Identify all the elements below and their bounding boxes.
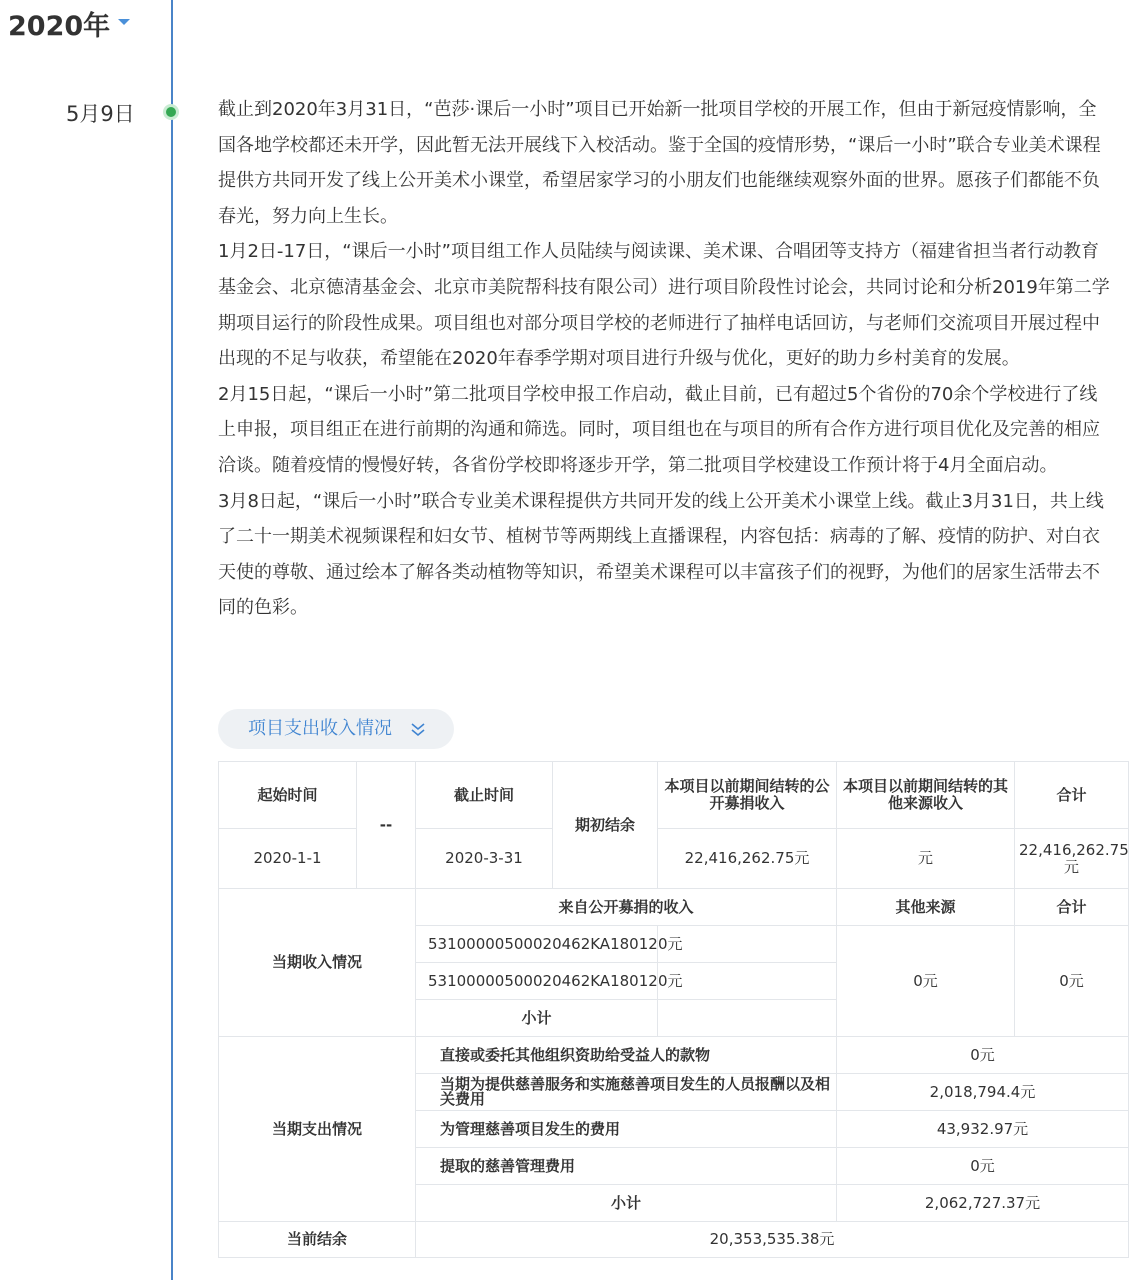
table-row — [219, 1222, 1129, 1258]
expense-item-label: 为管理慈善项目发生的费用 — [416, 1111, 837, 1148]
income-public-header: 来自公开募捐的收入 — [416, 889, 837, 926]
income-amount: 0元 — [658, 926, 837, 963]
table-row — [219, 762, 1129, 829]
income-subtotal-label: 小计 — [416, 1000, 658, 1037]
entry-paragraph: 1月2日-17日，“课后一小时”项目组工作人员陆续与阅读课、美术课、合唱团等支持方（福建省担当者行动教育基金会、北京德清基金会、北京市美院帮科技有限公司）进行项目阶段性讨论会，共同讨论和分析2019年第二学期项目运行的阶段性成果。项目组也对部分项目学校的老师进行了抽样电话回访，与老师们交流项目开展过程中出现的不足与收获，希望能在2020年春季学期对项目进行升级与优化，更好的助力乡村美育的发展。 — [218, 241, 1110, 370]
expense-item-value: 0元 — [837, 1148, 1129, 1185]
entry-paragraph: 截止到2020年3月31日，“芭莎·课后一小时”项目已开始新一批项目学校的开展工作，但由于新冠疫情影响，全国各地学校都还未开学，因此暂无法开展线下入校活动。鉴于全国的疫情形势，“课后一小时”联合专业美术课程提供方共同开发了线上公开美术小课堂，希望居家学习的小朋友们也能继续观察外面的世界。愿孩子们都能不负春光，努力向上生长。 — [218, 99, 1101, 227]
year-dropdown-icon[interactable] — [118, 19, 130, 25]
expense-label: 当期支出情况 — [219, 1037, 416, 1222]
public-prev-value: 22,416,262.75元 — [658, 829, 837, 889]
header-public-prev: 本项目以前期间结转的公开募捐收入 — [658, 762, 837, 829]
balance-label: 当前结余 — [219, 1222, 416, 1258]
table-row — [219, 829, 1129, 889]
timeline-dot-icon — [163, 104, 179, 120]
expense-item-value: 0元 — [837, 1037, 1129, 1074]
double-chevron-down-icon — [410, 709, 426, 765]
header-other-prev: 本项目以前期间结转的其他来源收入 — [837, 762, 1015, 829]
header-end-time: 截止时间 — [416, 762, 553, 829]
period-total-value: 22,416,262.75元 — [1015, 829, 1129, 889]
entry-date: 5月9日 — [66, 102, 135, 126]
period-start: 2020-1-1 — [219, 829, 357, 889]
finance-toggle-label: 项目支出收入情况 — [248, 718, 392, 739]
expense-subtotal-label: 小计 — [416, 1185, 837, 1222]
entry-paragraph: 2月15日起，“课后一小时”第二批项目学校申报工作启动，截止目前，已有超过5个省份的70余个学校进行了线上申报，项目组正在进行前期的沟通和筛选。同时，项目组也在与项目的所有合作方进行项目优化及完善的相应洽谈。随着疫情的慢慢好转，各省份学校即将逐步开学，第二批项目学校建设工作预计将于4月全面启动。 — [218, 383, 1100, 476]
expense-subtotal-value: 2,062,727.37元 — [837, 1185, 1129, 1222]
expense-item-label: 提取的慈善管理费用 — [416, 1148, 837, 1185]
entry-content — [218, 92, 1113, 626]
expense-item-label: 直接或委托其他组织资助给受益人的款物 — [416, 1037, 837, 1074]
income-amount: 0元 — [658, 963, 837, 1000]
income-account: 53100000500020462KA18012 — [416, 926, 658, 963]
income-account: 53100000500020462KA18012 — [416, 963, 658, 1000]
header-dash: -- — [357, 762, 416, 889]
header-start-time: 起始时间 — [219, 762, 357, 829]
finance-toggle-button[interactable] — [218, 709, 454, 749]
income-other-header: 其他来源 — [837, 889, 1015, 926]
income-other-value: 0元 — [837, 926, 1015, 1037]
entry-paragraph: 3月8日起，“课后一小时”联合专业美术课程提供方共同开发的线上公开美术小课堂上线。截止3月31日，共上线了二十一期美术视频课程和妇女节、植树节等两期线上直播课程，内容包括：病毒的了解、疫情的防护、对白衣天使的尊敬、通过绘本了解各类动植物等知识，希望美术课程可以丰富孩子们的视野，为他们的居家生活带去不同的色彩。 — [218, 490, 1104, 619]
income-total-header: 合计 — [1015, 889, 1129, 926]
expense-item-value: 43,932.97元 — [837, 1111, 1129, 1148]
period-end: 2020-3-31 — [416, 829, 553, 889]
income-total-value: 0元 — [1015, 926, 1129, 1037]
income-subtotal-value — [658, 1000, 837, 1037]
table-row — [219, 1037, 1129, 1074]
header-total: 合计 — [1015, 762, 1129, 829]
year-title[interactable]: 2020年 — [8, 11, 111, 42]
finance-table — [218, 761, 1129, 1258]
expense-item-value: 2,018,794.4元 — [837, 1074, 1129, 1111]
header-opening-balance: 期初结余 — [553, 762, 658, 889]
income-label: 当期收入情况 — [219, 889, 416, 1037]
timeline-line — [171, 0, 173, 1280]
table-row — [219, 889, 1129, 926]
other-prev-value: 元 — [837, 829, 1015, 889]
expense-item-label: 当期为提供慈善服务和实施慈善项目发生的人员报酬以及相关费用 — [416, 1074, 837, 1111]
balance-value: 20,353,535.38元 — [416, 1222, 1129, 1258]
